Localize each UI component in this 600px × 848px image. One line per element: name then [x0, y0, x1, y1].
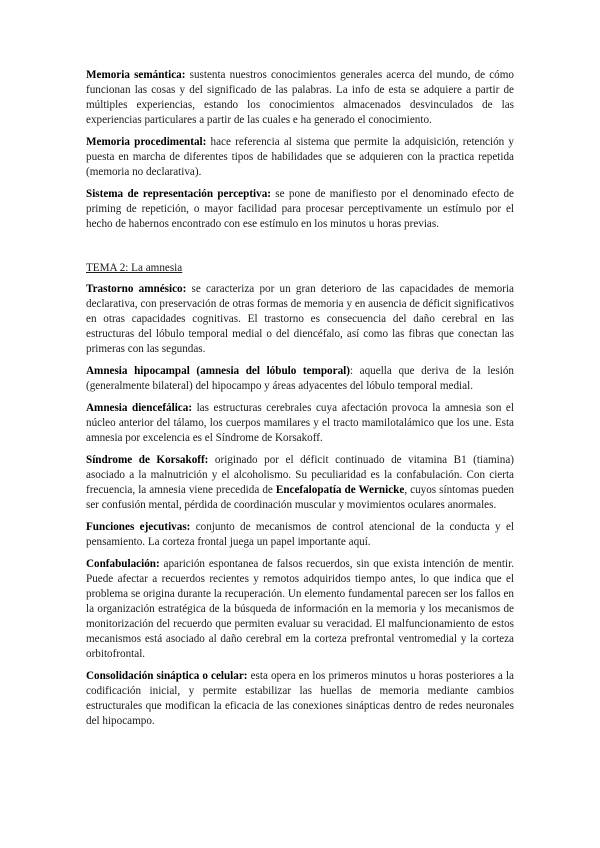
term: Síndrome de Korsakoff:: [86, 454, 209, 466]
definition: aparición espontanea de falsos recuerdos, sin que exista intención de mentir. Puede afectar a recuerdos recientes y remotos adquiridos tiempo antes, lo que indica que el problema se origina durante la recuperación. Un elemento fundamental parecen ser los fallos en la organización estratégica de la búsqueda de información en la memoria y los mecanismos de monitorización del recuerdo que permiten evaluar su veracidad. El malfuncionamiento de estos mecanismos está asociado al daño cerebral em la corteza prefrontal ventromedial y la corteza orbitofrontal.: [86, 558, 514, 660]
term: Sistema de representación perceptiva:: [86, 188, 271, 200]
definition: esta opera en los primeros minutos u horas posteriores a la codificación inicial, y permite estabilizar las huellas de memoria mediante cambios estructurales que modifican la eficacia de las conexiones sinápticas dentro de redes neuronales del hipocampo.: [86, 670, 514, 727]
definition: las estructuras cerebrales cuya afectación provoca la amnesia son el núcleo anterior del tálamo, los cuerpos mamilares y el tracto mamilotalámico que los une. Esta amnesia por excelencia es el Síndrome de Korsakoff.: [86, 402, 514, 444]
definition: : aquella que deriva de la lesión (generalmente bilateral) del hipocampo y áreas adyacentes del lóbulo temporal medial.: [86, 365, 514, 392]
term: Amnesia diencefálica:: [86, 402, 193, 414]
definition: sustenta nuestros conocimientos generales acerca del mundo, de cómo funcionan las cosas y del significado de las palabras. La info de esta se adquiere a partir de múltiples experiencias, estando los conocimientos almacenados desvinculados de las experiencias particulares a partir de las cuales e ha generado el conocimiento.: [86, 69, 514, 126]
paragraph-consolidacion: [86, 669, 514, 729]
definition: originado por el déficit continuado de vitamina B1 (tiamina) asociado a la malnutrición y el alcoholismo. Su peculiaridad es la confabulación. Con cierta frecuencia, la amnesia viene precedida de: [86, 454, 514, 496]
term-secondary: Encefalopatía de Wernicke: [275, 484, 405, 496]
paragraph-sindrome-korsakoff: [86, 453, 514, 513]
term: Amnesia hipocampal (amnesia del lóbulo temporal): [86, 365, 350, 377]
spacer: [86, 239, 514, 261]
definition: se caracteriza por un gran deterioro de las capacidades de memoria declarativa, con preservación de otras formas de memoria y en ausencia de déficit significativos en otras capacidades cognitivas. El trastorno es consecuencia del daño cerebral en las estructuras del lóbulo temporal medial o del diencéfalo, así como las fibras que conectan las primeras con las segundas.: [86, 283, 514, 355]
term: Memoria procedimental:: [86, 136, 207, 148]
term: Confabulación:: [86, 558, 160, 570]
paragraph-trastorno-amnesico: [86, 282, 514, 357]
term: Memoria semántica:: [86, 69, 186, 81]
paragraph-confabulacion: [86, 557, 514, 662]
definition: hace referencia al sistema que permite la adquisición, retención y puesta en marcha de diferentes tipos de habilidades que se adquieren con la practica repetida (memoria no declarativa).: [86, 136, 515, 178]
paragraph-memoria-procedimental: [86, 135, 514, 180]
paragraph-memoria-semantica: [86, 68, 514, 128]
term: Consolidación sináptica o celular:: [86, 670, 248, 682]
definition: se pone de manifiesto por el denominado efecto de priming de repetición, o mayor facilidad para procesar perceptivamente un estímulo por el hecho de habernos encontrado con ese estímulo en los minutos u horas previas.: [86, 188, 514, 230]
paragraph-sistema-representacion: [86, 187, 514, 232]
term: Funciones ejecutivas:: [86, 521, 191, 533]
paragraph-funciones-ejecutivas: [86, 520, 514, 550]
paragraph-amnesia-hipocampal: [86, 364, 514, 394]
term: Trastorno amnésico:: [86, 283, 187, 295]
document-page: [86, 68, 514, 736]
definition: conjunto de mecanismos de control atencional de la conducta y el pensamiento. La corteza frontal juega un papel importante aquí.: [86, 521, 514, 548]
paragraph-amnesia-diencefalica: [86, 401, 514, 446]
section-title: TEMA 2: La amnesia: [86, 262, 183, 274]
definition-continued: , cuyos síntomas pueden ser confusión mental, pérdida de coordinación muscular y movimientos oculares anormales.: [86, 484, 514, 511]
